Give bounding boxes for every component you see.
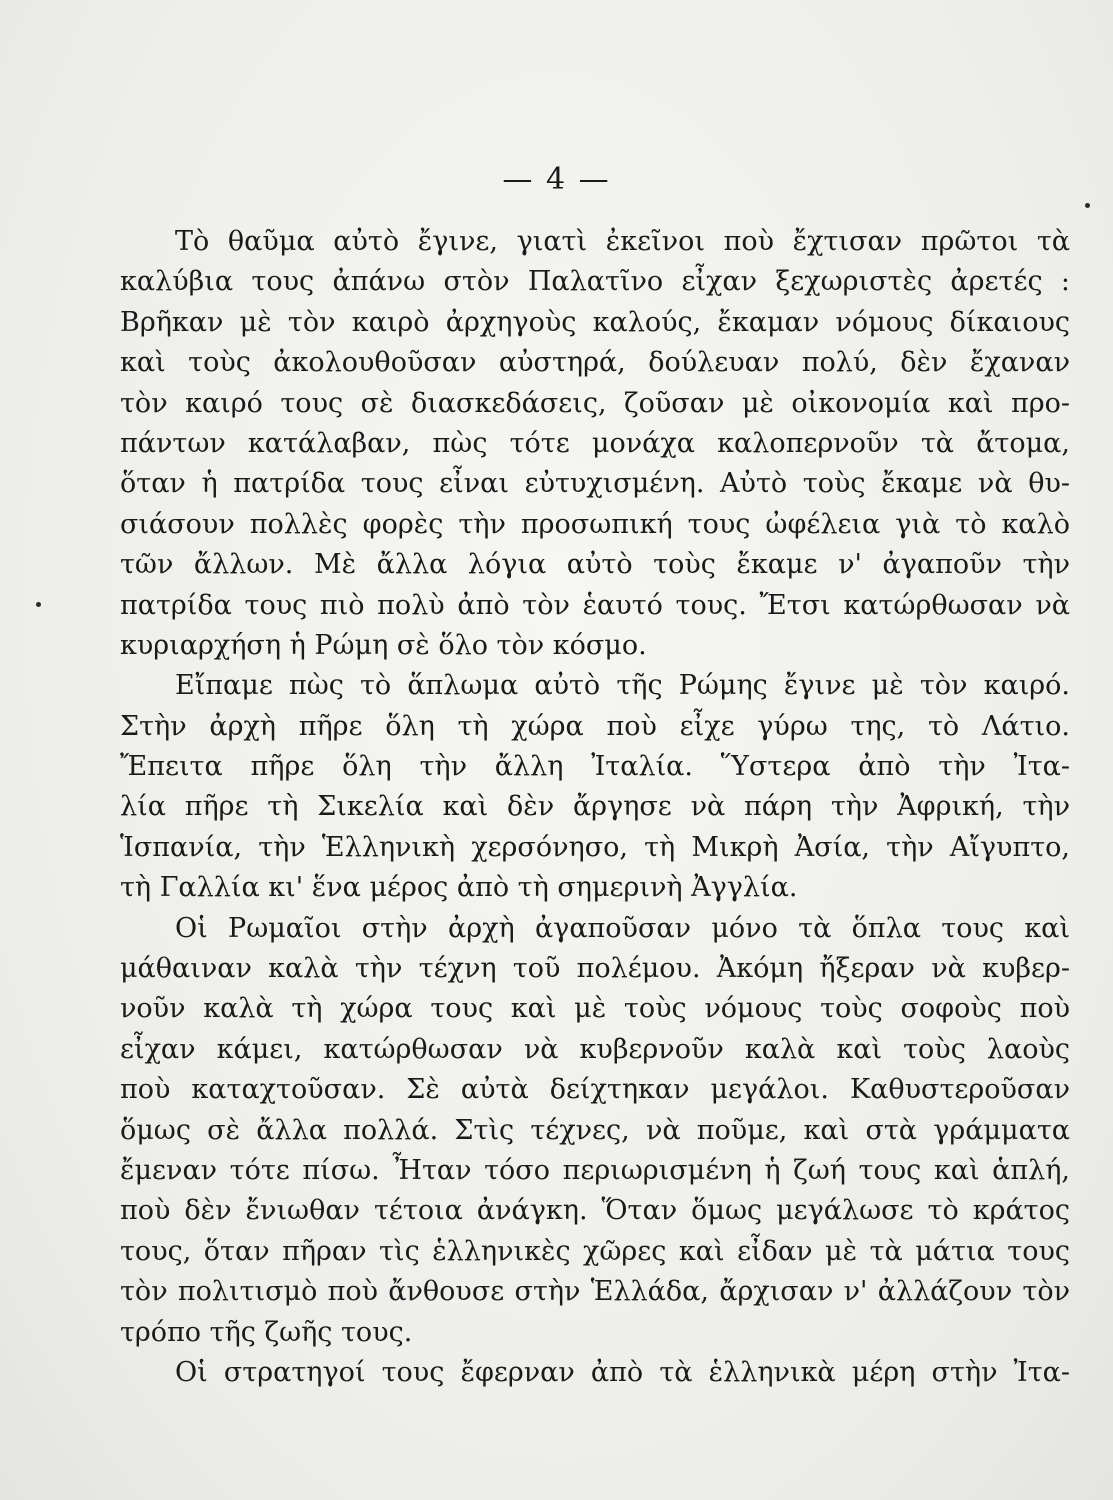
text-line: Στὴν ἀρχὴ πῆρε ὅλη τὴ χώρα ποὺ εἶχε γύρω της, τὸ Λάτιο. bbox=[120, 710, 1070, 742]
text-line: τὴ Γαλλία κι' ἕνα μέρος ἀπὸ τὴ σημερινὴ Ἀγγλία. bbox=[120, 872, 798, 904]
text-line: Εἴπαμε πὼς τὸ ἅπλωμα αὐτὸ τῆς Ρώμης ἔγινε μὲ τὸν καιρό. bbox=[175, 670, 1070, 702]
text-line: τὸν καιρό τους σὲ διασκεδάσεις, ζοῦσαν μὲ οἰκονομία καὶ προ- bbox=[120, 387, 1070, 419]
text-line: εἶχαν κάμει, κατώρθωσαν νὰ κυβερνοῦν καλὰ καὶ τοὺς λαοὺς bbox=[120, 1033, 1070, 1065]
text-line: λία πῆρε τὴ Σικελία καὶ δὲν ἄργησε νὰ πάρη τὴν Ἀφρική, τὴν bbox=[120, 791, 1070, 823]
text-line: ἔμεναν τότε πίσω. Ἦταν τόσο περιωρισμένη ἡ ζωή τους καὶ ἁπλή, bbox=[120, 1154, 1070, 1186]
text-line: ποὺ δὲν ἔνιωθαν τέτοια ἀνάγκη. Ὅταν ὅμως μεγάλωσε τὸ κράτος bbox=[120, 1195, 1070, 1227]
text-line: μάθαιναν καλὰ τὴν τέχνη τοῦ πολέμου. Ἀκόμη ἤξεραν νὰ κυβερ- bbox=[120, 953, 1070, 985]
text-line: Οἱ στρατηγοί τους ἔφερναν ἀπὸ τὰ ἑλληνικὰ μέρη στὴν Ἰτα- bbox=[175, 1356, 1070, 1388]
ink-speck bbox=[1085, 203, 1090, 208]
text-line: Ἱσπανία, τὴν Ἑλληνικὴ χερσόνησο, τὴ Μικρὴ Ἀσία, τὴν Αἴγυπτο, bbox=[120, 831, 1070, 863]
ink-speck bbox=[36, 602, 41, 607]
text-line: τὸν πολιτισμὸ ποὺ ἄνθουσε στὴν Ἑλλάδα, ἄρχισαν ν' ἀλλάζουν τὸν bbox=[120, 1276, 1070, 1308]
text-line: τῶν ἄλλων. Μὲ ἄλλα λόγια αὐτὸ τοὺς ἔκαμε ν' ἀγαποῦν τὴν bbox=[120, 549, 1070, 581]
text-line: τους, ὅταν πῆραν τὶς ἑλληνικὲς χῶρες καὶ εἶδαν μὲ τὰ μάτια τους bbox=[120, 1235, 1070, 1267]
text-line: Ἔπειτα πῆρε ὅλη τὴν ἄλλη Ἰταλία. Ὕστερα ἀπὸ τὴν Ἰτα- bbox=[120, 751, 1070, 783]
text-line: ὅταν ἡ πατρίδα τους εἶναι εὐτυχισμένη. Αὐτὸ τοὺς ἔκαμε νὰ θυ- bbox=[120, 468, 1070, 500]
text-line: καὶ τοὺς ἀκολουθοῦσαν αὐστηρά, δούλευαν πολύ, δὲν ἔχαναν bbox=[120, 347, 1070, 379]
text-line: Τὸ θαῦμα αὐτὸ ἔγινε, γιατὶ ἐκεῖνοι ποὺ ἔχτισαν πρῶτοι τὰ bbox=[175, 226, 1070, 257]
text-line: καλύβια τους ἀπάνω στὸν Παλατῖνο εἶχαν ξεχωριστὲς ἀρετές : bbox=[120, 266, 1070, 298]
text-line: πατρίδα τους πιὸ πολὺ ἀπὸ τὸν ἑαυτό τους. Ἔτσι κατώρθωσαν νὰ bbox=[120, 589, 1070, 621]
text-line: σιάσουν πολλὲς φορὲς τὴν προσωπική τους ὠφέλεια γιὰ τὸ καλὸ bbox=[120, 508, 1070, 540]
text-line: ὅμως σὲ ἄλλα πολλά. Στὶς τέχνες, νὰ ποῦμε, καὶ στὰ γράμματα bbox=[120, 1114, 1070, 1146]
text-line: κυριαρχήση ἡ Ρώμη σὲ ὅλο τὸν κόσμο. bbox=[120, 629, 647, 661]
page-number: — 4 — bbox=[502, 162, 611, 197]
body-text bbox=[120, 222, 1070, 1393]
text-line: Βρῆκαν μὲ τὸν καιρὸ ἀρχηγοὺς καλούς, ἔκαμαν νόμους δίκαιους bbox=[120, 306, 1070, 338]
text-line: νοῦν καλὰ τὴ χώρα τους καὶ μὲ τοὺς νόμους τοὺς σοφοὺς ποὺ bbox=[120, 993, 1070, 1025]
text-line: ποὺ καταχτοῦσαν. Σὲ αὐτὰ δείχτηκαν μεγάλοι. Καθυστεροῦσαν bbox=[120, 1074, 1070, 1106]
text-line: Οἱ Ρωμαῖοι στὴν ἀρχὴ ἀγαποῦσαν μόνο τὰ ὅπλα τους καὶ bbox=[175, 912, 1070, 944]
text-line: πάντων κατάλαβαν, πὼς τότε μονάχα καλοπερνοῦν τὰ ἄτομα, bbox=[120, 427, 1070, 459]
text-line: τρόπο τῆς ζωῆς τους. bbox=[120, 1316, 413, 1348]
